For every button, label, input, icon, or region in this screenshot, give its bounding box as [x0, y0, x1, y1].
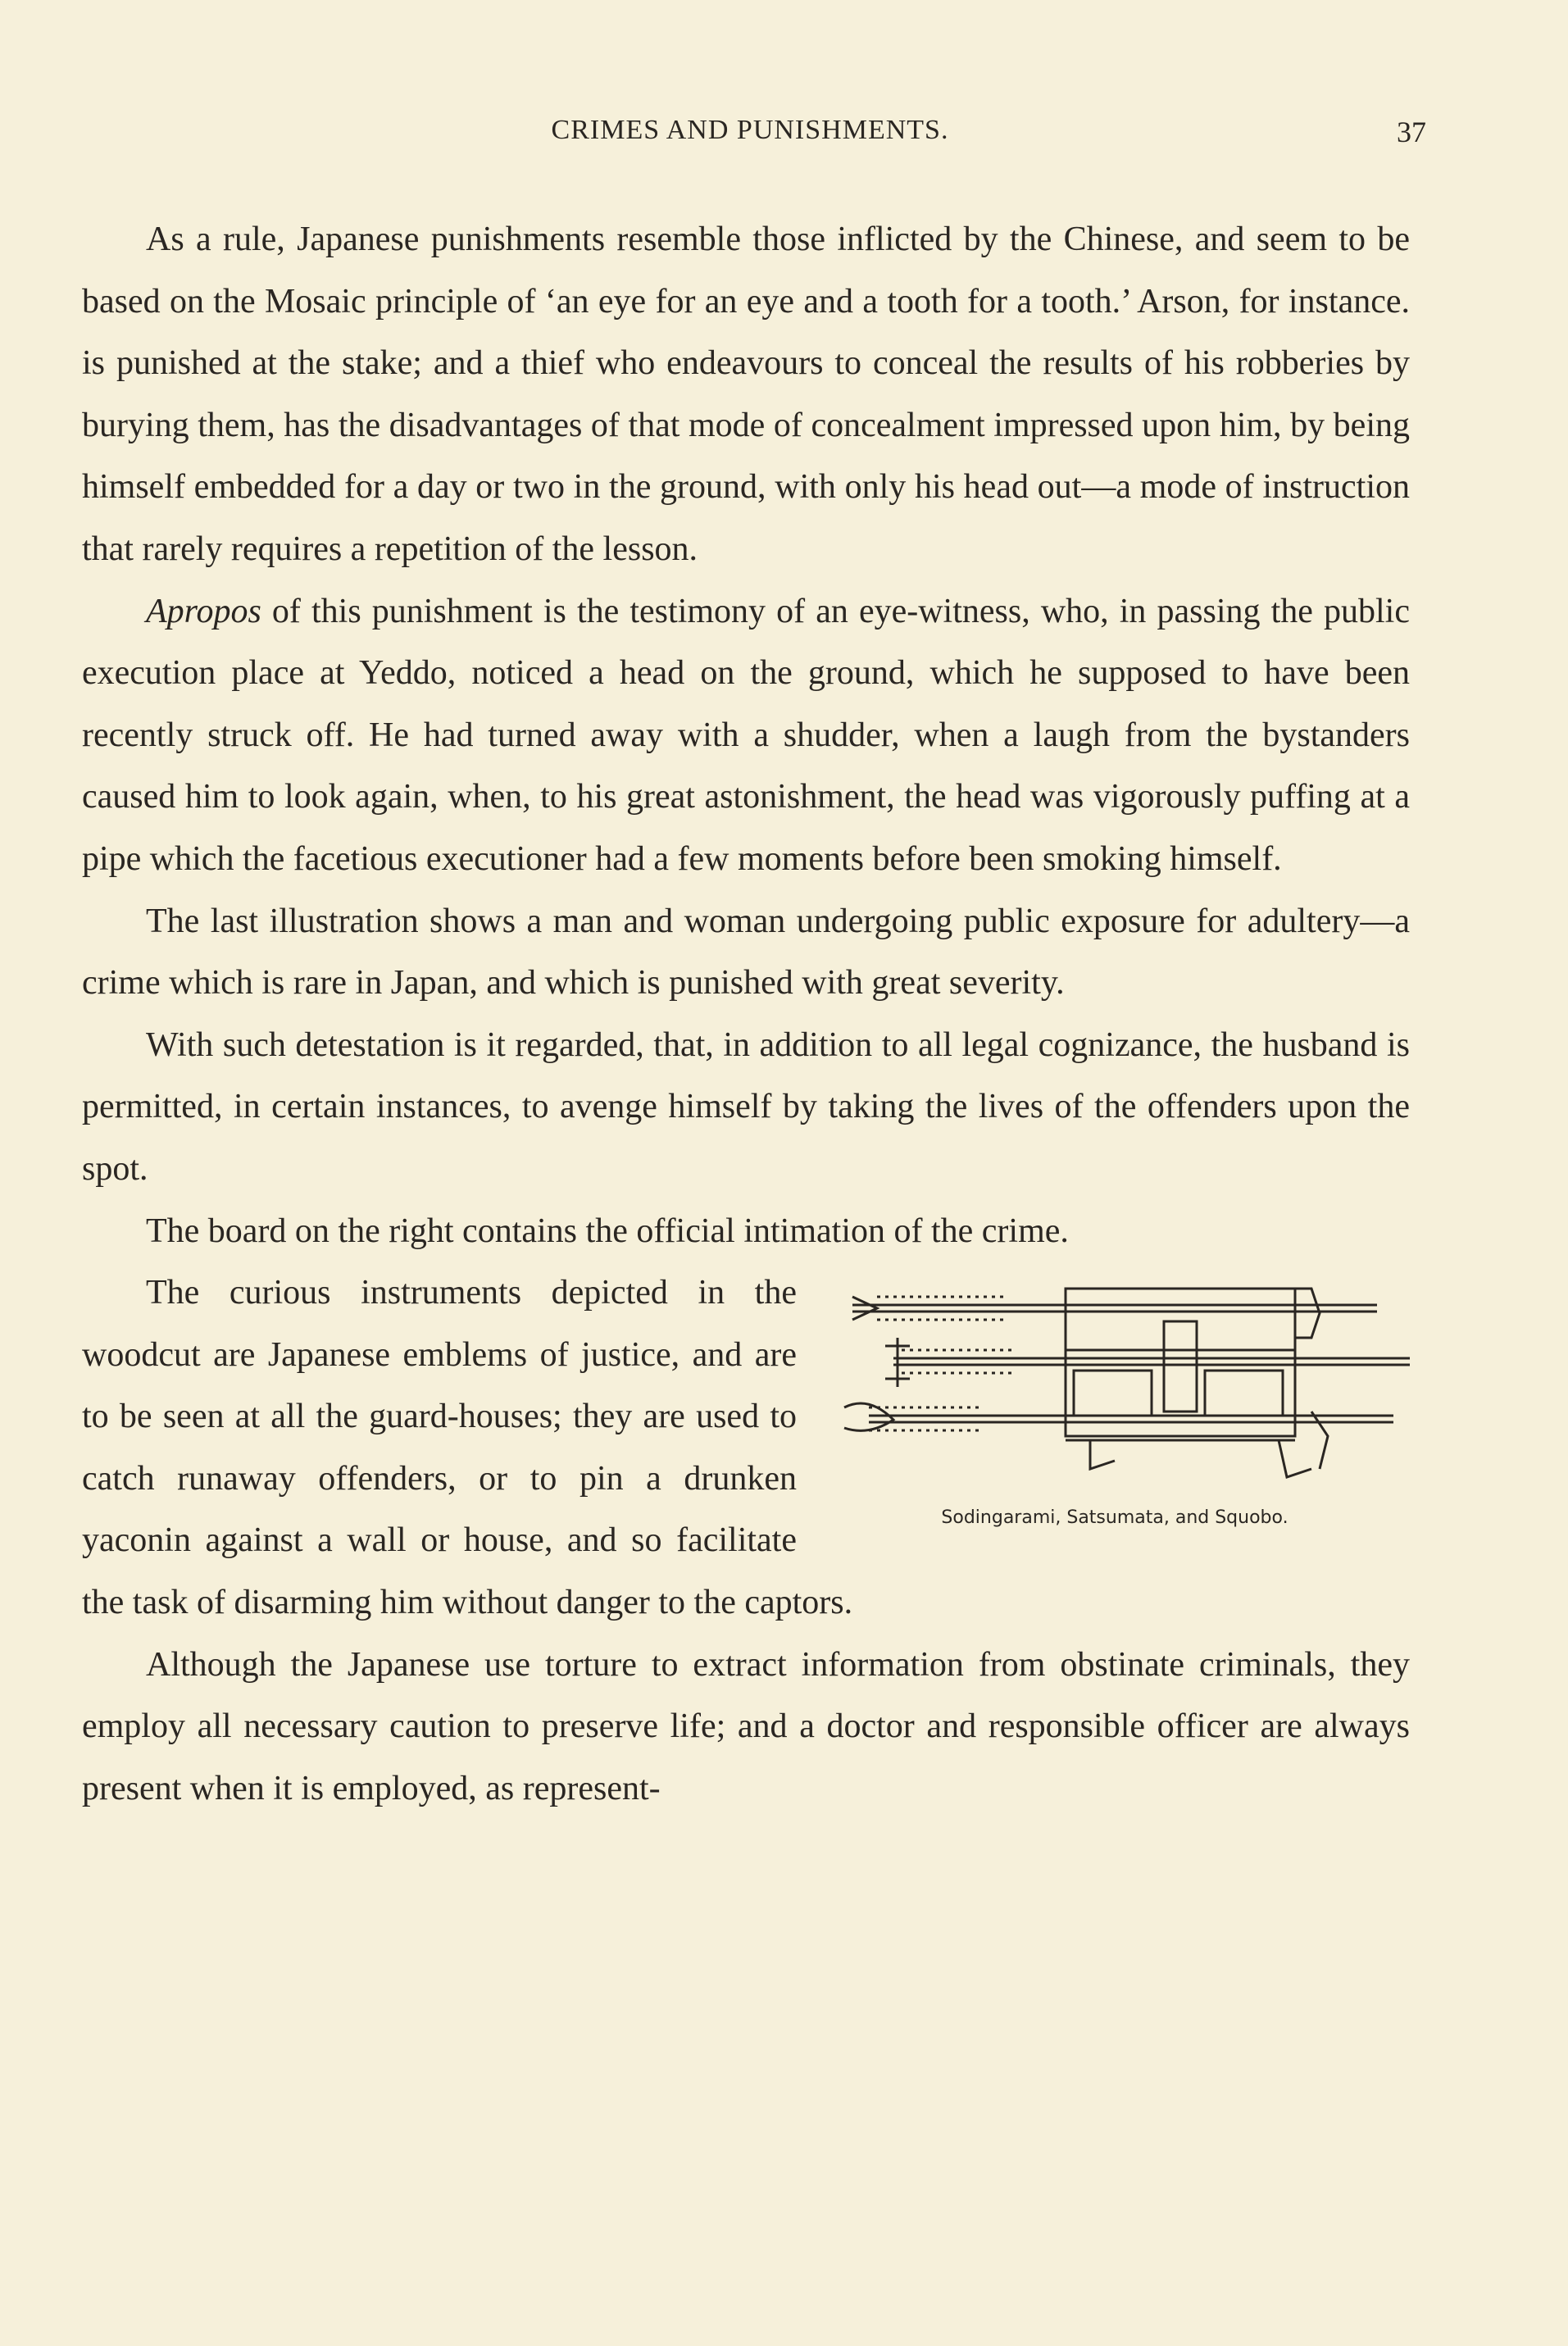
- paragraph-torture: Although the Japanese use torture to extract information from obstinate criminals, they employ all necessary caution to preserve life; and a doctor and responsible officer are always present when it is employed, as represent-: [82, 1645, 1410, 1807]
- running-header: [82, 115, 1426, 156]
- running-title: CRIMES AND PUNISHMENTS.: [551, 115, 949, 145]
- instruments-block: [82, 1262, 1410, 1634]
- paragraph-punishments: As a rule, Japanese punishments resemble those inflicted by the Chinese, and seem to be based on the Mosaic principle of ‘an eye for an eye and a tooth for a tooth.’ Arson, for instance. is punished at the stake; and a thief who endeavours to conceal the results of his robberies by burying them, has the disadvantages of that mode of concealment impressed upon him, by being himself embedded for a day or two in the ground, with only his head out—a mode of instruction that rarely requires a repetition of the lesson.: [82, 221, 1410, 568]
- figure-caption: Sodingarami, Satsumata, and Squobo.: [941, 1507, 1288, 1529]
- paragraph-illustration: The last illustration shows a man and woman undergoing public exposure for adultery—a crime which is rare in Japan, and which is punished with great severity.: [82, 902, 1410, 1003]
- apropos-italic: Apropos: [146, 592, 261, 630]
- paragraph-detestation: With such detestation is it regarded, that, in addition to all legal cognizance, the husband is permitted, in certain instances, to avenge himself by taking the lives of the offenders upon the spot.: [82, 1025, 1410, 1188]
- page-number: 37: [1397, 116, 1426, 148]
- body-text: [82, 209, 1410, 1820]
- paragraph-apropos: [82, 581, 1410, 891]
- paragraph-board: The board on the right contains the official intimation of the crime.: [146, 1212, 1069, 1250]
- apropos-text: of this punishment is the testimony of an eye-witness, who, in passing the public execution place at Yeddo, noticed a head on the ground, which he supposed to have been recently struck off. He had turned away with a shudder, when a laugh from the bystanders caused him to look again, when, to his great astonishment, the head was vigorously puffing at a pipe which the facetious executioner had a few moments before been smoking himself.: [82, 592, 1410, 878]
- instruments-figure: [820, 1272, 1410, 1543]
- paragraph-instruments: The curious instruments depicted in the woodcut are Japanese emblems of justice, and are to be seen at all the guard-houses; they are used to catch runaway offenders, or to pin a drunken yaconin against a wall or house, and so facilitate the task of disarming him without danger to the captors.: [82, 1274, 853, 1622]
- instruments-woodcut-image: [820, 1272, 1410, 1485]
